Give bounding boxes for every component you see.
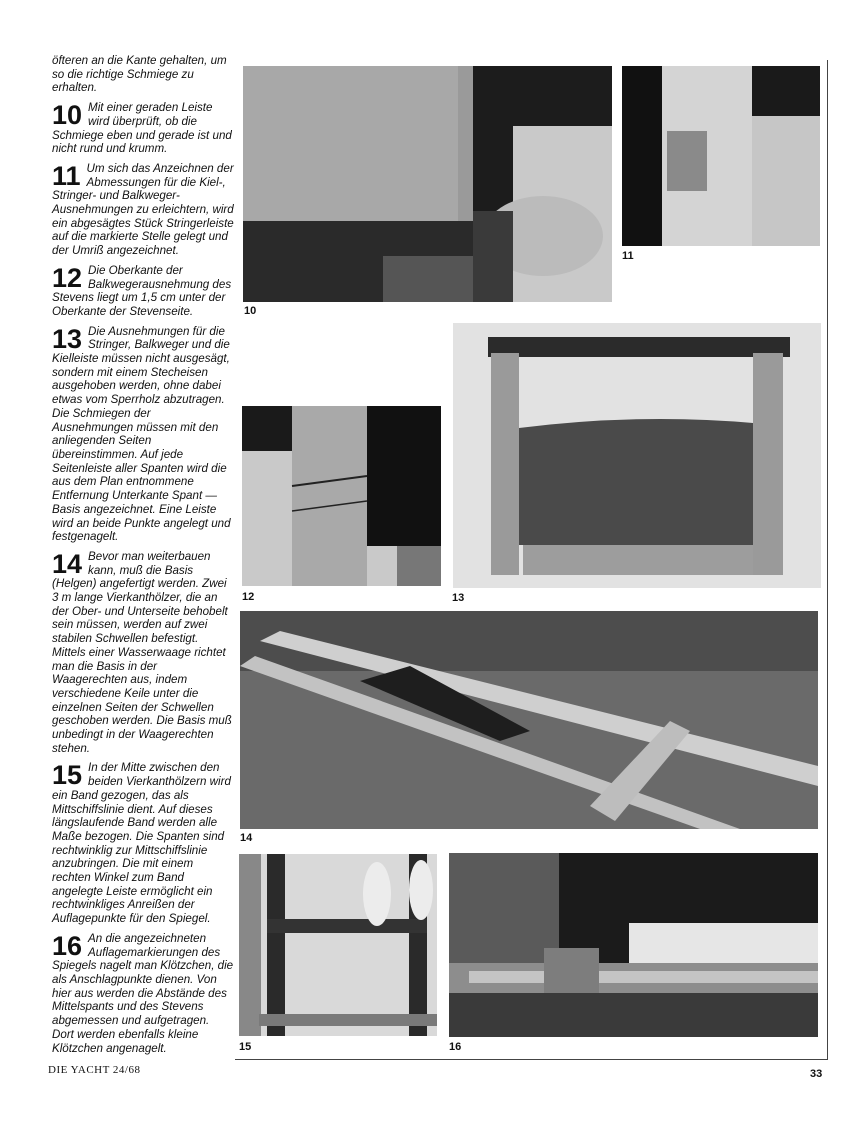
intro-paragraph: öfteren an die Kante gehalten, um so die richtige Schmiege zu erhalten. xyxy=(52,54,227,95)
step-number: 12 xyxy=(52,262,83,293)
step-15 xyxy=(52,761,234,925)
page-number: 33 xyxy=(810,1068,823,1080)
caption-10: 10 xyxy=(244,305,257,317)
photo-11 xyxy=(622,66,820,246)
step-number: 14 xyxy=(52,548,83,579)
magazine-footer: DIE YACHT 24/68 xyxy=(48,1064,141,1076)
article-text-column xyxy=(52,54,234,1061)
step-14 xyxy=(52,550,234,756)
step-12 xyxy=(52,264,234,319)
photo-10 xyxy=(243,66,612,302)
step-number: 15 xyxy=(52,760,83,791)
step-text: Um sich das Anzeichnen der Abmessungen für die Kiel-, Stringer- und Balkweger-Ausnehmungen zu erleichtern, wird ein abgesägtes Stück Stringerleiste auf die markierte Stelle gelegt und der Umriß angezeichnet. xyxy=(52,161,234,258)
photo-15 xyxy=(239,854,437,1036)
step-number: 11 xyxy=(52,160,81,191)
caption-16: 16 xyxy=(449,1041,462,1053)
step-11 xyxy=(52,162,234,258)
caption-12: 12 xyxy=(242,591,255,603)
caption-14: 14 xyxy=(240,832,253,844)
step-text: Die Oberkante der Balkwegerausnehmung des Stevens liegt um 1,5 cm unter der Oberkante der Stevenseite. xyxy=(52,263,232,318)
step-number: 16 xyxy=(52,930,83,961)
photo-12 xyxy=(242,406,441,586)
step-text: Bevor man weiterbauen kann, muß die Basis (Helgen) angefertigt werden. Zwei 3 m lange Vierkanthölzer, die an der Ober- und Unterseite behobelt sein müssen, werden auf zwei stabilen Schwellen befestigt. Mittels einer Wasserwaage richtet man die Basis in der Waagerechten aus, indem verschiedene Keile unter die einzelnen Seiten der Schwellen geschoben werden. Die Basis muß unbedingt in der Waagerechten stehen. xyxy=(52,549,232,755)
step-number: 10 xyxy=(52,100,83,131)
photo-13 xyxy=(453,323,821,588)
step-13 xyxy=(52,325,234,544)
step-10 xyxy=(52,101,234,156)
photo-14 xyxy=(240,611,818,829)
step-16 xyxy=(52,932,234,1055)
step-text: An die angezeichneten Auflagemarkierungen des Spiegels nagelt man Klötzchen, die als Anschlagpunkte dienen. Von hier aus werden die Abstände des Mittelspants und des Stevens abgemessen und aufgetragen. Dort werden ebenfalls kleine Klötzchen angenagelt. xyxy=(52,931,234,1055)
caption-15: 15 xyxy=(239,1041,252,1053)
step-number: 13 xyxy=(52,323,83,354)
caption-11: 11 xyxy=(622,250,634,262)
step-text: In der Mitte zwischen den beiden Vierkanthölzern wird ein Band gezogen, das als Mittschiffslinie dient. Auf dieses längslaufende Band werden alle Maße bezogen. Die Spanten sind rechtwinklig zur Mittschiffslinie anzubringen. Die mit einem rechten Winkel zum Band angelegte Leiste ermöglicht ein rechtwinkliges Anreißen der Auflagepunkte für den Spiegel. xyxy=(52,761,231,926)
step-text: Die Ausnehmungen für die Stringer, Balkweger und die Kielleiste müssen nicht ausgesägt, sondern mit einem Stecheisen ausgehoben werden, ohne dabei etwas vom Sperrholz abzutragen. Die Schmiegen der Ausnehmungen müssen mit den anliegenden Seiten übereinstimmen. Auf jede Seitenleiste aller Spanten wird die aus dem Plan entnommene Entfernung Unterkante Spant — Basis angezeichnet. Eine Leiste wird an beide Punkte angelegt und festgenagelt. xyxy=(52,324,231,544)
step-text: Mit einer geraden Leiste wird überprüft, ob die Schmiege eben und gerade ist und nicht rund und krumm. xyxy=(52,101,232,156)
photo-16 xyxy=(449,853,818,1037)
caption-13: 13 xyxy=(452,592,465,604)
